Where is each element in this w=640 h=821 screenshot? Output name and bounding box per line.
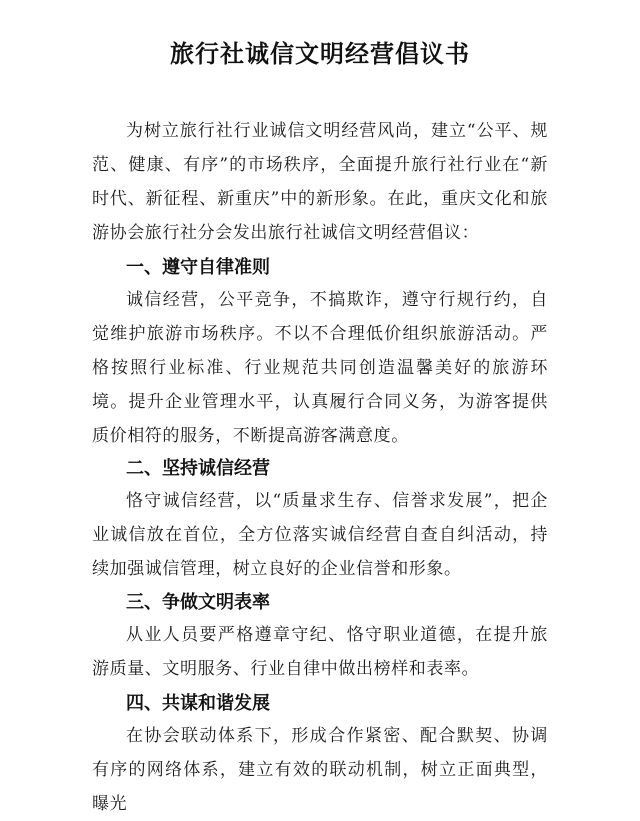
section-heading-2: 二、坚持诚信经营 — [126, 458, 270, 479]
intro-paragraph: 为树立旅行社行业诚信文明经营风尚，建立“公平、规范、健康、有序”的市场秩序，全面提升旅行社行业在“新时代、新征程、新重庆”中的新形象。在此，重庆文化和旅游协会旅行社分会发出旅行社诚信文明经营倡议： — [92, 121, 548, 243]
section-heading-4: 四、共谋和谐发展 — [126, 693, 270, 714]
section-body-4: 在协会联动体系下，形成合作紧密、配合默契、协调有序的网络体系，建立有效的联动机制，树立正面典型，曝光 — [92, 726, 548, 814]
section-body-3: 从业人员要严格遵章守纪、恪守职业道德，在提升旅游质量、文明服务、行业自律中做出榜样和表率。 — [92, 625, 548, 679]
section-heading-3: 三、争做文明表率 — [126, 592, 270, 613]
section-heading-1: 一、遵守自律准则 — [126, 257, 270, 278]
document-title: 旅行社诚信文明经营倡议书 — [170, 40, 470, 68]
section-body-2: 恪守诚信经营，以“质量求生存、信誉求发展”，把企业诚信放在首位，全方位落实诚信经营自查自纠活动，持续加强诚信管理，树立良好的企业信誉和形象。 — [92, 491, 548, 579]
section-body-1: 诚信经营，公平竞争，不搞欺诈，遵守行规行约，自觉维护旅游市场秩序。不以不合理低价组织旅游活动。严格按照行业标准、行业规范共同创造温馨美好的旅游环境。提升企业管理水平，认真履行合同义务，为游客提供质价相符的服务，不断提高游客满意度。 — [92, 290, 548, 446]
